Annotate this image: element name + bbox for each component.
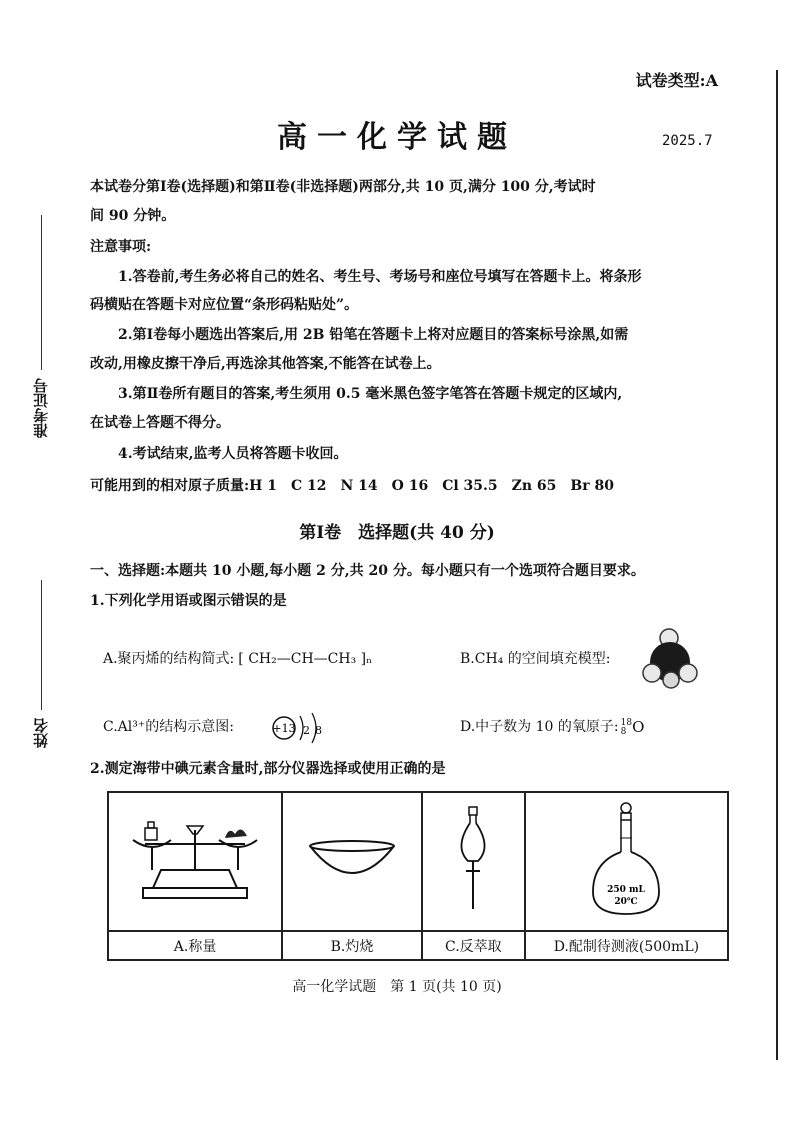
flask-temp-label: 20℃ [614, 896, 639, 907]
q1-option-b-label: B.CH₄ 的空间填充模型: [460, 651, 611, 667]
oxygen-atomic-number: 8 [620, 726, 627, 737]
q1-option-d-label: D.中子数为 10 的氧原子: [460, 719, 619, 735]
name-line [41, 580, 42, 710]
atomic-masses: 可能用到的相对原子质量:H 1 C 12 N 14 O 16 Cl 35.5 Zn 65 Br 80 [90, 478, 614, 494]
note-1b: 码横贴在答题卡对应位置“条形码粘贴处”。 [90, 297, 359, 313]
ch4-space-filling-model-icon [638, 626, 702, 690]
note-1a: 1.答卷前,考生务必将自己的姓名、考生号、考场号和座位号填写在答题卡上。将条形 [118, 269, 642, 285]
note-2b: 改动,用橡皮擦干净后,再选涂其他答案,不能答在试卷上。 [90, 356, 441, 372]
al3-shell-1: 2 [303, 724, 310, 737]
q1-option-d [460, 718, 644, 737]
al3-nucleus-text: +13 [272, 722, 296, 735]
page-title: 高一化学试题 [277, 120, 517, 155]
q2-option-c: C.反萃取 [422, 931, 525, 960]
q2-cell-volumetric-flask [525, 792, 728, 931]
al3-shell-2: 8 [315, 724, 322, 737]
q2-apparatus-table [107, 791, 729, 961]
evaporating-dish-icon [302, 830, 402, 890]
q2-cell-crucible [282, 792, 422, 931]
page-footer: 高一化学试题 第 1 页(共 10 页) [292, 979, 502, 995]
q1-option-a [103, 650, 372, 669]
oxygen-isotope-numbers [621, 719, 632, 737]
intro-line-2: 间 90 分钟。 [90, 208, 176, 224]
flask-volume-label: 250 mL [607, 884, 646, 895]
q2-cell-balance [108, 792, 282, 931]
note-4: 4.考试结束,监考人员将答题卡收回。 [118, 446, 348, 462]
note-3a: 3.第Ⅱ卷所有题目的答案,考生须用 0.5 毫米黑色签字笔答在答题卡规定的区域内, [118, 386, 623, 402]
notes-heading: 注意事项: [90, 239, 152, 255]
exam-id-line [41, 215, 42, 370]
q1-option-a-formula: [ CH₂—CH—CH₃ ]ₙ [238, 651, 373, 667]
q2-stem: 2.测定海带中碘元素含量时,部分仪器选择或使用正确的是 [90, 761, 446, 777]
right-margin-line [776, 70, 778, 1060]
q2-cell-separatory-funnel [422, 792, 525, 931]
q1-option-a-label: A.聚丙烯的结构简式: [103, 651, 235, 667]
q2-option-d: D.配制待测液(500mL) [525, 931, 728, 960]
note-3b: 在试卷上答题不得分。 [90, 415, 230, 431]
exam-date: 2025.7 [662, 133, 713, 149]
section-title: 第Ⅰ卷 选择题(共 40 分) [299, 523, 495, 543]
q1-option-b [460, 650, 610, 669]
al3-structure-diagram [270, 710, 330, 746]
q1-stem: 1.下列化学用语或图示错误的是 [90, 593, 287, 609]
note-2a: 2.第Ⅰ卷每小题选出答案后,用 2B 铅笔在答题卡上将对应题目的答案标号涂黑,如需 [118, 327, 629, 343]
q1-option-c [103, 718, 234, 737]
oxygen-mass-number: 18 [620, 717, 633, 728]
q2-option-b: B.灼烧 [282, 931, 422, 960]
paper-type: 试卷类型:A [635, 71, 718, 90]
q1-option-c-label: C.Al³⁺的结构示意图: [103, 719, 234, 735]
volumetric-flask-icon [581, 800, 671, 920]
exam-id-label: 准考证号 [32, 378, 50, 438]
part-heading: 一、选择题:本题共 10 小题,每小题 2 分,共 20 分。每小题只有一个选项符合题目要求。 [90, 563, 645, 579]
balance-scale-icon [125, 810, 265, 910]
oxygen-symbol: O [632, 718, 645, 736]
name-label: 姓名 [32, 718, 50, 748]
q2-option-a: A.称量 [108, 931, 282, 960]
intro-line-1: 本试卷分第Ⅰ卷(选择题)和第Ⅱ卷(非选择题)两部分,共 10 页,满分 100 分,考试时 [90, 179, 596, 195]
separatory-funnel-icon [448, 805, 498, 915]
